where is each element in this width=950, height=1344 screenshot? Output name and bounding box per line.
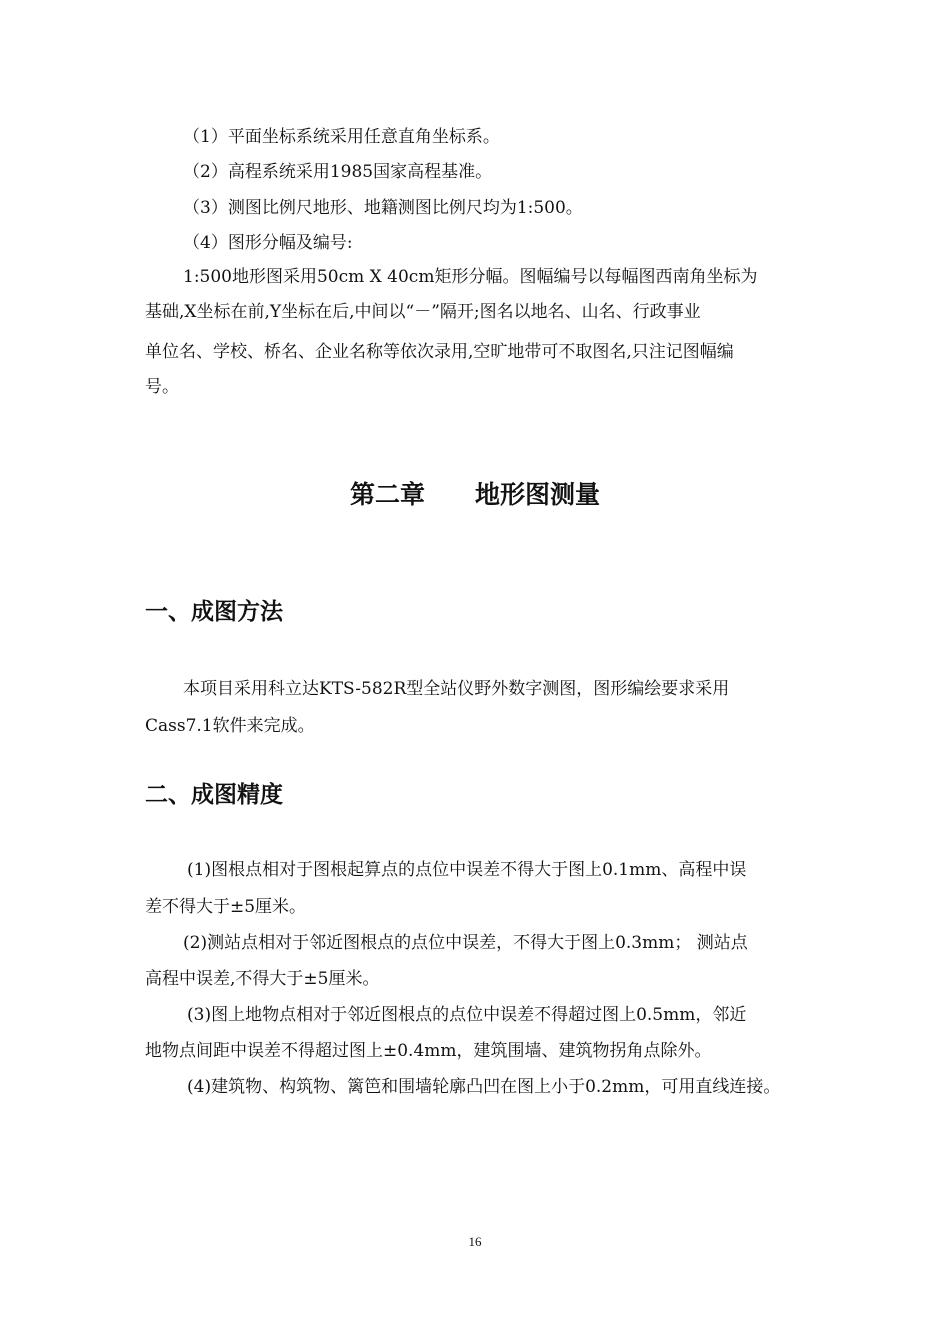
sheet-division-paragraph-line: 基础,X坐标在前,Y坐标在后,中间以“－”隔开;图名以地名、山名、行政事业 (145, 302, 701, 322)
method-paragraph-line: Cass7.1软件来完成。 (145, 716, 315, 736)
accuracy-item-line: (3)图上地物点相对于邻近图根点的点位中误差不得超过图上0.5mm，邻近 (187, 1005, 747, 1025)
accuracy-item-line: (1)图根点相对于图根起算点的点位中误差不得大于图上0.1mm、高程中误 (187, 860, 747, 880)
accuracy-item-line: 差不得大于±5厘米。 (145, 897, 307, 917)
sheet-division-paragraph-line: 单位名、学校、桥名、企业名称等依次录用,空旷地带可不取图名,只注记图幅编 (145, 342, 734, 362)
sheet-division-paragraph-line: 号。 (145, 377, 179, 397)
accuracy-item-line: (4)建筑物、构筑物、篱笆和围墙轮廓凸凹在图上小于0.2mm，可用直线连接。 (187, 1077, 781, 1097)
accuracy-item-line: (2)测站点相对于邻近图根点的点位中误差，不得大于图上0.3mm； 测站点 (183, 933, 748, 953)
sheet-division-item: （4）图形分幅及编号: (183, 233, 353, 253)
method-paragraph-line: 本项目采用科立达KTS-582R型全站仪野外数字测图，图形编绘要求采用 (183, 679, 730, 699)
coordinate-system-item: （1）平面坐标系统采用任意直角坐标系。 (183, 127, 500, 147)
sheet-division-paragraph-line: 1:500地形图采用50cm X 40cm矩形分幅。图幅编号以每幅图西南角坐标为 (183, 267, 758, 287)
chapter-title: 第二章 地形图测量 (349, 480, 600, 509)
map-scale-item: （3）测图比例尺地形、地籍测图比例尺均为1:500。 (183, 198, 583, 218)
accuracy-item-line: 地物点间距中误差不得超过图上±0.4mm，建筑围墙、建筑物拐角点除外。 (145, 1041, 712, 1061)
elevation-system-item: （2）高程系统采用1985国家高程基准。 (183, 162, 493, 182)
section-heading-accuracy: 二、成图精度 (145, 782, 283, 808)
page-number: 16 (468, 1234, 482, 1249)
section-heading-method: 一、成图方法 (145, 599, 283, 625)
accuracy-item-line: 高程中误差,不得大于±5厘米。 (145, 969, 380, 989)
